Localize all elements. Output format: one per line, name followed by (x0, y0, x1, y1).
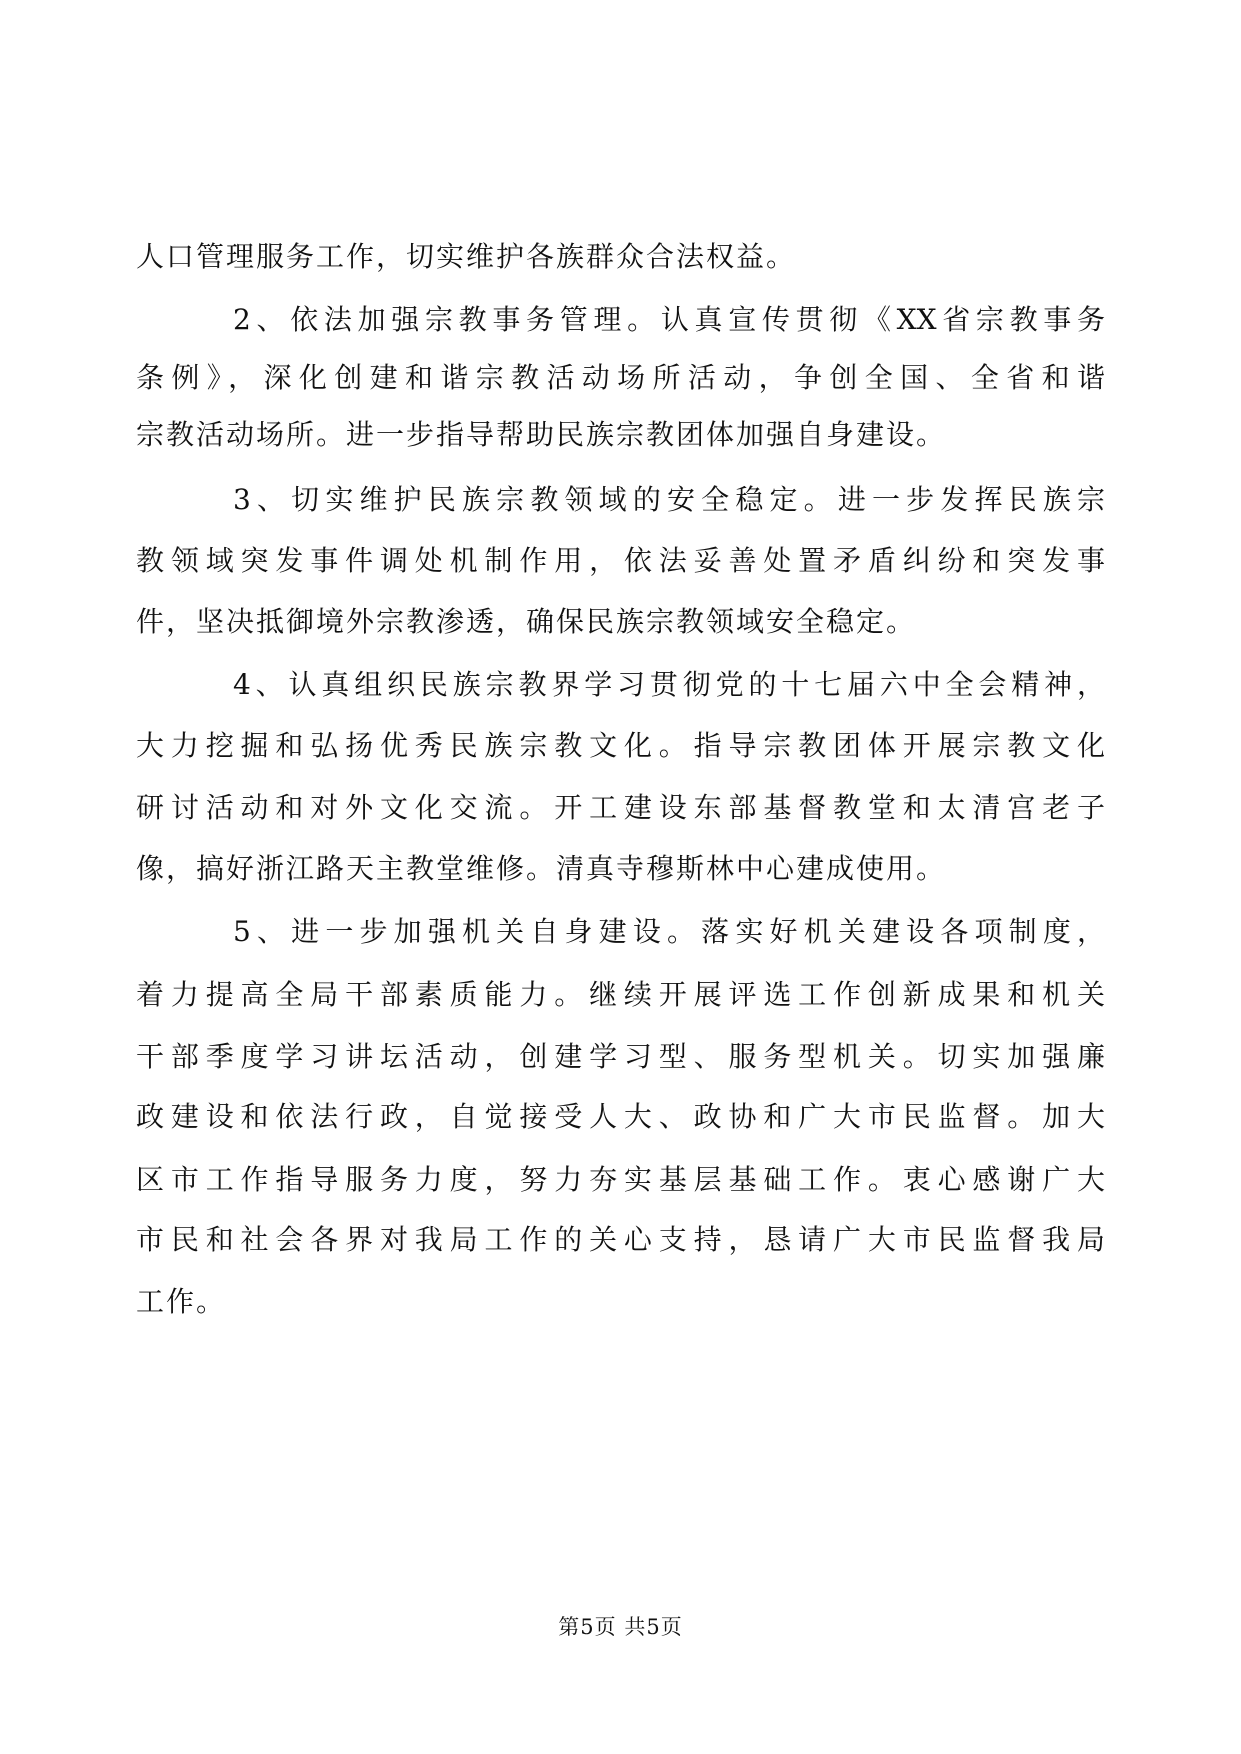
paragraph-line: 3、切实维护民族宗教领域的安全稳定。进一步发挥民族宗 (233, 483, 1105, 516)
paragraph-line: 教领域突发事件调处机制作用，依法妥善处置矛盾纠纷和突发事 (136, 544, 1105, 577)
paragraph-line: 研讨活动和对外文化交流。开工建设东部基督教堂和太清宫老子 (136, 791, 1105, 824)
paragraph-line: 5、进一步加强机关自身建设。落实好机关建设各项制度， (233, 915, 1105, 948)
paragraph-line: 大力挖掘和弘扬优秀民族宗教文化。指导宗教团体开展宗教文化 (136, 729, 1105, 762)
paragraph-line: 像，搞好浙江路天主教堂维修。清真寺穆斯林中心建成使用。 (136, 852, 947, 885)
page-number-footer: 第5页 共5页 (558, 1615, 683, 1639)
paragraph-line: 条例》，深化创建和谐宗教活动场所活动，争创全国、全省和谐 (136, 361, 1105, 394)
paragraph-line: 工作。 (136, 1285, 227, 1318)
paragraph-line: 市民和社会各界对我局工作的关心支持，恳请广大市民监督我局 (136, 1223, 1105, 1256)
paragraph-line: 干部季度学习讲坛活动，创建学习型、服务型机关。切实加强廉 (136, 1040, 1105, 1073)
paragraph-line: 着力提高全局干部素质能力。继续开展评选工作创新成果和机关 (136, 978, 1105, 1011)
paragraph-line: 宗教活动场所。进一步指导帮助民族宗教团体加强自身建设。 (136, 418, 947, 451)
paragraph-line: 件，坚决抵御境外宗教渗透，确保民族宗教领域安全稳定。 (136, 605, 917, 638)
paragraph-line: 4、认真组织民族宗教界学习贯彻党的十七届六中全会精神， (233, 668, 1105, 701)
paragraph-line: 2、依法加强宗教事务管理。认真宣传贯彻《XX省宗教事务 (233, 303, 1105, 336)
paragraph-line: 人口管理服务工作，切实维护各族群众合法权益。 (136, 240, 797, 273)
paragraph-line: 政建设和依法行政，自觉接受人大、政协和广大市民监督。加大 (136, 1100, 1105, 1133)
paragraph-line: 区市工作指导服务力度，努力夯实基层基础工作。衷心感谢广大 (136, 1163, 1105, 1196)
